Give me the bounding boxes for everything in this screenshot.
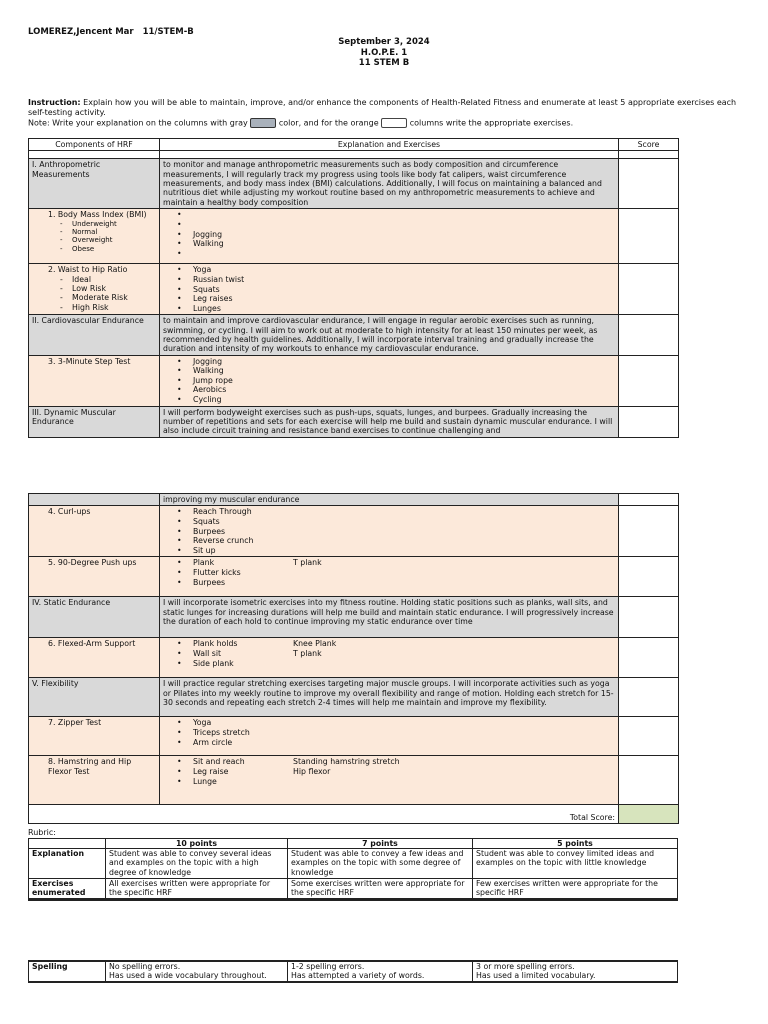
explanation-cardio[interactable]: to maintain and improve cardiovascular endurance, I will engage in regular aerobic exercises such as running, swimming, or cycling. I will aim to work out at moderate to high intensity for at least 150 minutes per week, as recommended by health guidelines. Additionally, I will incorporate interval training and gradually increase the duration and intensity of my workouts to enhance my cardiovascular endurance. xyxy=(160,315,619,355)
list-item: - Ideal xyxy=(60,275,156,284)
step-test-title: 3. 3-Minute Step Test xyxy=(48,356,131,366)
instruction-text: Explain how you will be able to maintain, improve, and/or enhance the components of Health-Related Fitness and enumerate at least 5 appropriate exercises each self-testing activity. xyxy=(28,98,737,117)
total-score-value[interactable] xyxy=(619,805,679,824)
bmi-category-list xyxy=(32,220,156,254)
table-row-static xyxy=(29,597,679,638)
component-whr xyxy=(29,264,160,315)
explanation-anthropometric[interactable]: to monitor and manage anthropometric measurements such as body composition and circumference measurements, I will regularly track my progress using tools like body fat calipers, waist circumference measurements, and body mass index (BMI) calculations. Additionally, I will focus on maintaining a balanced and nutritious diet while adjusting my workout routine based on my anthropometric measurements to achieve and maintain a healthy body composition xyxy=(160,159,619,209)
list-item xyxy=(163,220,615,230)
table-row xyxy=(29,849,678,879)
header-explanation: Explanation and Exercises xyxy=(160,139,619,151)
exercises-curl-ups[interactable] xyxy=(160,506,619,557)
orange-color-swatch xyxy=(381,118,407,128)
component-static: IV. Static Endurance xyxy=(29,597,160,638)
exercise-list xyxy=(163,757,615,786)
list-item: • Lunge xyxy=(163,777,615,787)
table-row-whr xyxy=(29,264,679,315)
spacer-row xyxy=(29,151,679,159)
student-section: 11/STEM-B xyxy=(142,27,194,37)
exercises-push-ups[interactable] xyxy=(160,557,619,597)
rubric-table xyxy=(28,838,678,901)
list-item: - Underweight xyxy=(60,220,156,228)
list-item xyxy=(163,210,615,220)
document-header xyxy=(284,37,484,69)
rubric-cell: No spelling errors. Has used a wide vocabulary throughout. xyxy=(106,961,288,982)
rubric-cell: All exercises written were appropriate for the specific HRF xyxy=(106,879,288,900)
list-item: • Walking xyxy=(163,239,615,249)
zipper-title: 7. Zipper Test xyxy=(48,718,102,728)
table-row-muscular xyxy=(29,406,679,437)
exercises-flexed-arm[interactable] xyxy=(160,638,619,678)
note-middle: color, and for the orange xyxy=(278,118,379,128)
exercises-zipper[interactable] xyxy=(160,717,619,756)
table-row-bmi xyxy=(29,209,679,264)
list-item: • Cycling xyxy=(163,395,615,405)
rubric-criterion: Spelling xyxy=(29,961,106,982)
score-step-test[interactable] xyxy=(619,355,679,406)
curl-ups-title: 4. Curl-ups xyxy=(48,507,91,517)
instructions xyxy=(28,98,740,129)
table-row xyxy=(29,961,678,982)
list-item: • Burpees xyxy=(163,527,615,537)
list-item: • Burpees xyxy=(163,578,615,588)
rubric-cell: Few exercises written were appropriate for the specific HRF xyxy=(473,879,678,900)
flexed-arm-title: 6. Flexed-Arm Support xyxy=(48,639,136,649)
score-cardio[interactable] xyxy=(619,315,679,355)
table-row-step-test xyxy=(29,355,679,406)
push-ups-title: 5. 90-Degree Push ups xyxy=(48,558,137,568)
list-item: • Arm circle xyxy=(163,738,615,748)
score-whr[interactable] xyxy=(619,264,679,315)
total-score-label: Total Score: xyxy=(29,805,619,824)
table-row-flexed-arm xyxy=(29,638,679,678)
note-prefix: Note: Write your explanation on the columns with gray xyxy=(28,118,248,128)
component-anthropometric: I. Anthropometric Measurements xyxy=(29,159,160,209)
list-item: • Lunges xyxy=(163,304,615,314)
exercise-list xyxy=(163,507,615,555)
rubric-cell: 3 or more spelling errors. Has used a limited vocabulary. xyxy=(473,961,678,982)
list-item: • Flutter kicks xyxy=(163,568,615,578)
exercise-list xyxy=(163,210,615,258)
student-info xyxy=(28,27,194,37)
exercises-whr[interactable] xyxy=(160,264,619,315)
table-row-curl-ups xyxy=(29,506,679,557)
rubric-criterion: Exercises enumerated xyxy=(29,879,106,900)
list-item: • Triceps stretch xyxy=(163,728,615,738)
score-static[interactable] xyxy=(619,597,679,638)
score-anthropometric[interactable] xyxy=(619,159,679,209)
component-curl-ups xyxy=(29,506,160,557)
rubric-cell: Student was able to convey a few ideas and examples on the topic with some degree of knowledge xyxy=(288,849,473,879)
rubric-points-5: 5 points xyxy=(473,839,678,849)
component-muscular: III. Dynamic Muscular Endurance xyxy=(29,406,160,437)
note-suffix: columns write the appropriate exercises. xyxy=(409,118,574,128)
table-row-total xyxy=(29,805,679,824)
exercise-list xyxy=(163,558,615,587)
list-item: • Wall sit T plank xyxy=(163,649,615,659)
rubric-points-10: 10 points xyxy=(106,839,288,849)
table-row-hamstring xyxy=(29,756,679,805)
component-flexed-arm xyxy=(29,638,160,678)
list-item: - High Risk xyxy=(60,303,156,312)
list-item: • Side plank xyxy=(163,659,615,669)
exercises-hamstring[interactable] xyxy=(160,756,619,805)
table-row-flexibility xyxy=(29,678,679,717)
list-item: - Overweight xyxy=(60,236,156,244)
explanation-flexibility[interactable]: I will practice regular stretching exercises targeting major muscle groups. I will incorporate activities such as yoga or Pilates into my weekly routine to improve my overall flexibility and range of motion. Holding each stretch for 15-30 seconds and repeating each stretch 2-4 times will help me maintain and improve my flexibility. xyxy=(160,678,619,717)
rubric-cell: Student was able to convey several ideas and examples on the topic with a high degree of knowledge xyxy=(106,849,288,879)
component-push-ups xyxy=(29,557,160,597)
score-hamstring[interactable] xyxy=(619,756,679,805)
exercise-list xyxy=(163,639,615,668)
rubric-cell: Some exercises written were appropriate for the specific HRF xyxy=(288,879,473,900)
rubric-criterion: Explanation xyxy=(29,849,106,879)
score-flexibility[interactable] xyxy=(619,678,679,717)
list-item: • Sit and reach Standing hamstring stretch xyxy=(163,757,615,767)
list-item: • Aerobics xyxy=(163,385,615,395)
score-curl-ups[interactable] xyxy=(619,506,679,557)
whr-title: 2. Waist to Hip Ratio xyxy=(48,265,128,275)
rubric-spelling-table xyxy=(28,960,678,983)
list-item: • Leg raise Hip flexor xyxy=(163,767,615,777)
student-name: LOMEREZ,Jencent Mar xyxy=(28,27,134,37)
rubric-cell: Student was able to convey limited ideas and examples on the topic with little knowledge xyxy=(473,849,678,879)
component-cardio: II. Cardiovascular Endurance xyxy=(29,315,160,355)
document-subject: H.O.P.E. 1 xyxy=(360,47,408,58)
list-item xyxy=(163,249,615,259)
header-score: Score xyxy=(619,139,679,151)
table-row-zipper xyxy=(29,717,679,756)
list-item: - Obese xyxy=(60,245,156,253)
list-item: • Sit up xyxy=(163,546,615,556)
hamstring-title: 8. Hamstring and Hip Flexor Test xyxy=(48,757,132,776)
instruction-label: Instruction: xyxy=(28,98,81,107)
header-components: Components of HRF xyxy=(29,139,160,151)
score-flexed-arm[interactable] xyxy=(619,638,679,678)
table-row-anthropometric xyxy=(29,159,679,209)
component-flexibility: V. Flexibility xyxy=(29,678,160,717)
bmi-title: 1. Body Mass Index (BMI) xyxy=(48,210,147,220)
list-item: • Russian twist xyxy=(163,275,615,285)
list-item: • Reverse crunch xyxy=(163,536,615,546)
list-item: • Plank T plank xyxy=(163,558,615,568)
rubric-header-row xyxy=(29,839,678,849)
whr-category-list xyxy=(32,275,156,312)
table-header-row xyxy=(29,139,679,151)
score-muscular-cont[interactable] xyxy=(619,494,679,506)
list-item: • Walking xyxy=(163,366,615,376)
score-bmi[interactable] xyxy=(619,209,679,264)
rubric-cell: 1-2 spelling errors. Has attempted a variety of words. xyxy=(288,961,473,982)
table-row xyxy=(29,879,678,900)
component-bmi xyxy=(29,209,160,264)
exercises-step-test[interactable] xyxy=(160,355,619,406)
list-item: • Squats xyxy=(163,285,615,295)
hrf-table-part-1 xyxy=(28,138,679,438)
rubric-points-7: 7 points xyxy=(288,839,473,849)
list-item: • Jogging xyxy=(163,357,615,367)
table-row-muscular-cont xyxy=(29,494,679,506)
list-item: • Jogging xyxy=(163,230,615,240)
component-step-test xyxy=(29,355,160,406)
rubric-label: Rubric: xyxy=(28,828,56,837)
score-zipper[interactable] xyxy=(619,717,679,756)
gray-color-swatch xyxy=(250,118,276,128)
exercise-list xyxy=(163,718,615,747)
score-push-ups[interactable] xyxy=(619,557,679,597)
table-row-cardio xyxy=(29,315,679,355)
explanation-muscular-cont[interactable]: improving my muscular endurance xyxy=(160,494,619,506)
list-item: • Reach Through xyxy=(163,507,615,517)
exercises-bmi[interactable] xyxy=(160,209,619,264)
document-class: 11 STEM B xyxy=(358,58,410,69)
list-item: • Squats xyxy=(163,517,615,527)
exercise-list xyxy=(163,265,615,313)
document-date: September 3, 2024 xyxy=(338,37,430,47)
list-item: - Normal xyxy=(60,228,156,236)
list-item: • Jump rope xyxy=(163,376,615,386)
list-item: - Low Risk xyxy=(60,284,156,293)
exercise-list xyxy=(163,357,615,405)
component-zipper xyxy=(29,717,160,756)
explanation-muscular[interactable]: I will perform bodyweight exercises such as push-ups, squats, lunges, and burpees. Gradually increasing the number of repetitions and sets for each exercise will help me build and sustain dynamic muscular endurance. I will also include circuit training and resistance band exercises to continue challenging and xyxy=(160,406,619,437)
score-muscular[interactable] xyxy=(619,406,679,437)
list-item: • Plank holds Knee Plank xyxy=(163,639,615,649)
component-hamstring xyxy=(29,756,160,805)
table-row-push-ups xyxy=(29,557,679,597)
instruction-paragraph xyxy=(28,98,740,118)
list-item: • Leg raises xyxy=(163,294,615,304)
instruction-note xyxy=(28,118,740,129)
list-item: • Yoga xyxy=(163,718,615,728)
list-item: • Yoga xyxy=(163,265,615,275)
hrf-table-part-2 xyxy=(28,493,679,824)
list-item: - Moderate Risk xyxy=(60,293,156,302)
explanation-static[interactable]: I will incorporate isometric exercises into my fitness routine. Holding static positions such as planks, wall sits, and static lunges for increasing durations will help me build and maintain static endurance. I will progressively increase the duration of each hold to continue improving my static endurance over time xyxy=(160,597,619,638)
